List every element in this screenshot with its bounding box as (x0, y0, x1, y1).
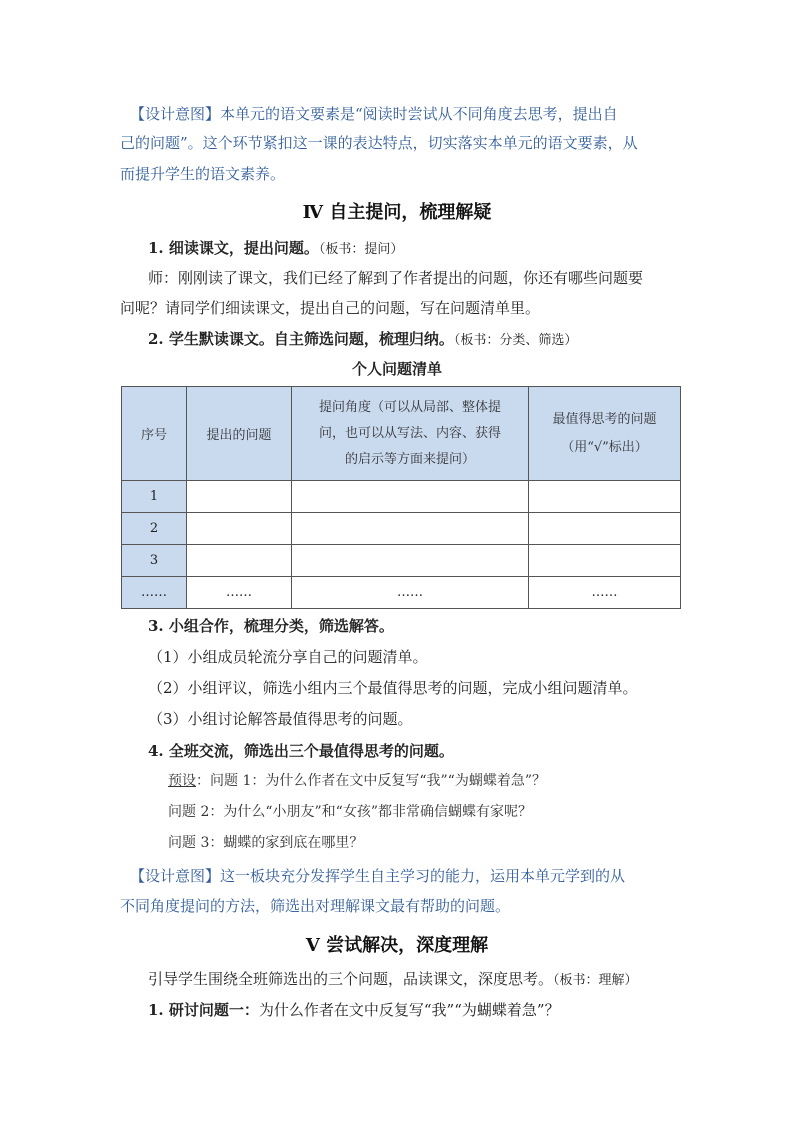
step-3-item-3: （3）小组讨论解答最值得思考的问题。 (148, 710, 413, 728)
design-intent-paragraph-1-line-2: 己的问题”。这个环节紧扣这一课的表达特点，切实落实本单元的语文要素，从 (120, 134, 638, 152)
step-3-title (148, 612, 708, 640)
step-3-item-2: （2）小组评议，筛选小组内三个最值得思考的问题，完成小组问题清单。 (148, 679, 638, 697)
header-angle-line-2: 问，也可以从写法、内容、获得 (318, 425, 501, 441)
table-caption: 个人问题清单 (351, 360, 442, 378)
preset-question-1 (168, 768, 546, 794)
section-5-heading: Ⅴ 尝试解决，深度理解 (305, 935, 489, 956)
row-index: …… (122, 577, 187, 609)
table-header-row (122, 387, 681, 481)
row-cell: …… (292, 577, 529, 609)
design-intent-paragraph-1-line-3: 而提升学生的语文素养。 (120, 165, 286, 183)
section-5-step-1-text: 为什么作者在文中反复写“我”“为蝴蝶着急”？ (258, 1001, 560, 1019)
row-cell (529, 513, 681, 545)
header-best-line-1: 最值得思考的问题 (552, 411, 657, 427)
step-1-title: 1. 细读课文，提出问题。 (148, 239, 319, 257)
row-cell: …… (529, 577, 681, 609)
table-row (122, 577, 681, 609)
row-cell (292, 481, 529, 513)
step-3-item-1: （1）小组成员轮流分享自己的问题清单。 (148, 648, 428, 666)
table-row (122, 481, 681, 513)
design-intent-tag-2: 【设计意图】 (130, 867, 221, 885)
row-cell (292, 513, 529, 545)
step-1-note: （板书：提问） (318, 242, 404, 257)
row-cell: …… (187, 577, 292, 609)
row-index: 1 (122, 481, 187, 513)
section-5-intro-text: 引导学生围绕全班筛选出的三个问题，品读课文，深度思考。 (148, 970, 554, 988)
header-angle-line-3: 的启示等方面来提问） (344, 451, 475, 467)
row-cell (292, 545, 529, 577)
section-4-step-2 (148, 325, 708, 355)
table-row (122, 545, 681, 577)
header-angle-line-1: 提问角度（可以从局部、整体提 (318, 399, 501, 415)
row-cell (529, 545, 681, 577)
row-cell (187, 545, 292, 577)
section-4-step-1 (148, 234, 708, 264)
step-2-title: 2. 学生默读课文。自主筛选问题，梳理归纳。 (148, 330, 454, 348)
header-angle (292, 387, 529, 481)
section-5-step-1 (148, 996, 708, 1024)
preset-q1-text: ：问题 1：为什么作者在文中反复写“我”“为蝴蝶着急”？ (196, 773, 546, 789)
header-question: 提出的问题 (187, 387, 292, 481)
design-intent-paragraph-2-line-1 (130, 862, 690, 890)
teacher-line-2: 问呢？请同学们细读课文，提出自己的问题，写在问题清单里。 (120, 299, 541, 317)
preset-question-3: 问题 3：蝴蝶的家到底在哪里？ (168, 835, 364, 851)
teacher-line-1: 师：刚刚读了课文，我们已经了解到了作者提出的问题，你还有哪些问题要 (148, 269, 644, 287)
design-intent-text: 本单元的语文要素是“阅读时尝试从不同角度去思考，提出自 (220, 105, 618, 123)
question-list-table (121, 386, 681, 609)
preset-question-2: 问题 2：为什么“小朋友”和“女孩”都非常确信蝴蝶有家呢？ (168, 804, 532, 820)
row-cell (187, 513, 292, 545)
step-4-title (148, 737, 708, 765)
table-row (122, 513, 681, 545)
header-index: 序号 (122, 387, 187, 481)
section-5-step-1-bold: 1. 研讨问题一： (148, 1001, 259, 1019)
section-5-intro-note: （板书：理解） (553, 973, 638, 988)
design-intent-text-2: 这一板块充分发挥学生自主学习的能力，运用本单元学到的从 (220, 867, 626, 885)
design-intent-tag: 【设计意图】 (130, 105, 221, 123)
section-4-heading: Ⅳ 自主提问，梳理解疑 (302, 202, 492, 223)
row-index: 2 (122, 513, 187, 545)
header-best-line-2: （用“√”标出） (561, 439, 648, 455)
row-cell (529, 481, 681, 513)
preset-label: 预设 (168, 773, 196, 789)
step-2-note: （板书：分类、筛选） (453, 333, 578, 348)
step-4-bold: 4. 全班交流，筛选出三个最值得思考的问题。 (148, 742, 454, 760)
header-best-question (529, 387, 681, 481)
design-intent-paragraph-1-line-1 (130, 100, 690, 128)
step-3-bold: 3. 小组合作，梳理分类，筛选解答。 (148, 617, 394, 635)
row-cell (187, 481, 292, 513)
row-index: 3 (122, 545, 187, 577)
design-intent-paragraph-2-line-2: 不同角度提问的方法，筛选出对理解课文最有帮助的问题。 (120, 897, 511, 915)
section-5-intro (148, 965, 708, 995)
